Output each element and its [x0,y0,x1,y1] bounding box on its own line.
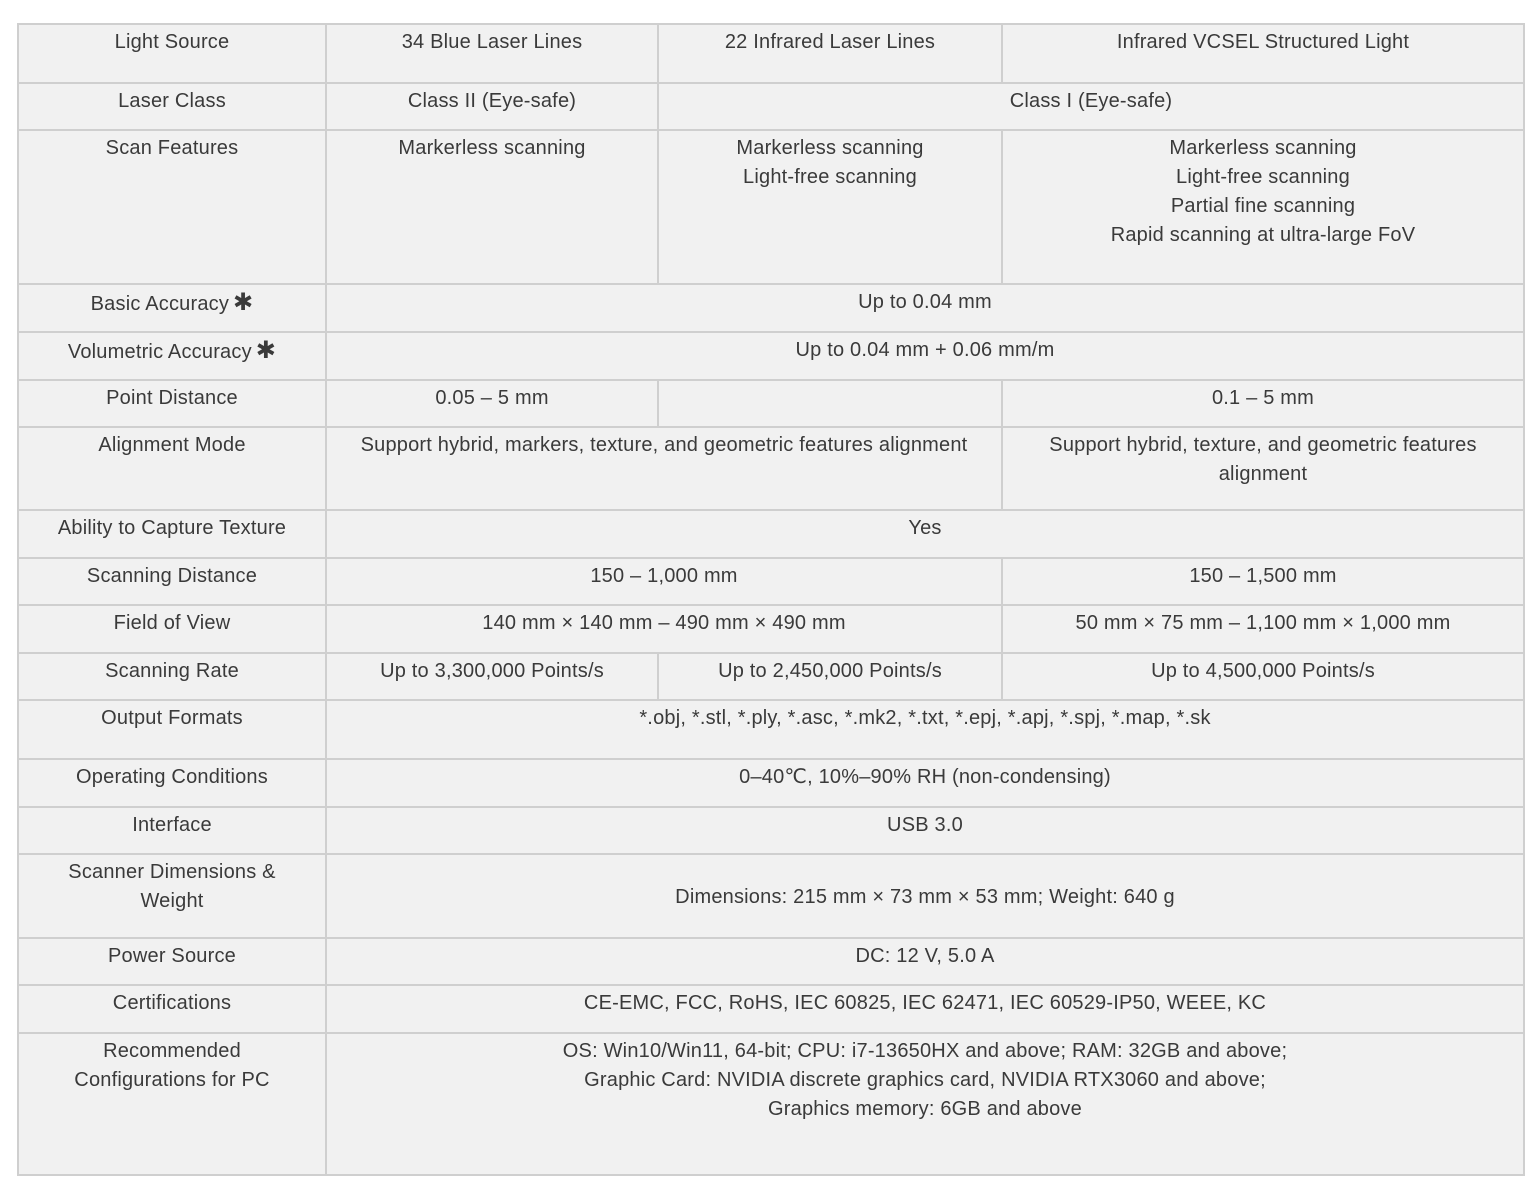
cell-value: Support hybrid, texture, and geometric features alignment [1002,427,1524,510]
row-label: Field of View [18,605,326,653]
spec-table [17,23,1525,1176]
cell-value: 0.05 – 5 mm [326,380,658,427]
row-label: Power Source [18,938,326,985]
cell-value: Up to 4,500,000 Points/s [1002,653,1524,700]
row-basic-accuracy [18,284,1524,332]
cell-value: 150 – 1,000 mm [326,558,1002,605]
cell-value: OS: Win10/Win11, 64-bit; CPU: i7-13650HX and above; RAM: 32GB and above; Graphic Card: NVIDIA discrete graphics card, NVIDIA RTX3060 and above; Graphics memory: 6GB and above [326,1033,1524,1175]
cell-value: Class I (Eye-safe) [658,83,1524,130]
row-label: Scan Features [18,130,326,284]
row-scanning-distance [18,558,1524,605]
cell-value: Class II (Eye-safe) [326,83,658,130]
cell-value: *.obj, *.stl, *.ply, *.asc, *.mk2, *.txt, *.epj, *.apj, *.spj, *.map, *.sk [326,700,1524,759]
row-label: Laser Class [18,83,326,130]
cell-value: DC: 12 V, 5.0 A [326,938,1524,985]
row-pc-config [18,1033,1524,1175]
row-label-text: Basic Accuracy [90,293,230,315]
cell-value: Up to 0.04 mm + 0.06 mm/m [326,332,1524,380]
cell-value: 140 mm × 140 mm – 490 mm × 490 mm [326,605,1002,653]
row-label: Certifications [18,985,326,1033]
row-output-formats [18,700,1524,759]
row-label: Recommended Configurations for PC [18,1033,326,1175]
row-label-text: Volumetric Accuracy [67,341,252,363]
row-label: Output Formats [18,700,326,759]
row-label: Interface [18,807,326,854]
row-power-source [18,938,1524,985]
cell-value: Markerless scanning Light-free scanning [658,130,1002,284]
row-label: Scanning Distance [18,558,326,605]
cell-value: 50 mm × 75 mm – 1,100 mm × 1,000 mm [1002,605,1524,653]
row-label: Scanning Rate [18,653,326,700]
row-label: Scanner Dimensions & Weight [18,854,326,938]
row-volumetric-accuracy [18,332,1524,380]
row-interface [18,807,1524,854]
row-label: Point Distance [18,380,326,427]
row-alignment-mode [18,427,1524,510]
row-laser-class [18,83,1524,130]
cell-value: Yes [326,510,1524,558]
row-operating-conditions [18,759,1524,807]
cell-value: Markerless scanning [326,130,658,284]
cell-value: USB 3.0 [326,807,1524,854]
row-label: Operating Conditions [18,759,326,807]
cell-value: 34 Blue Laser Lines [326,24,658,83]
cell-value: 22 Infrared Laser Lines [658,24,1002,83]
cell-value: Infrared VCSEL Structured Light [1002,24,1524,83]
row-texture [18,510,1524,558]
cell-value: Dimensions: 215 mm × 73 mm × 53 mm; Weight: 640 g [326,854,1524,938]
asterisk-icon: ✱ [255,337,277,364]
cell-value: Up to 0.04 mm [326,284,1524,332]
row-dimensions [18,854,1524,938]
row-light-source [18,24,1524,83]
asterisk-icon: ✱ [233,289,254,316]
cell-value: Up to 3,300,000 Points/s [326,653,658,700]
cell-value: 0–40℃, 10%–90% RH (non-condensing) [326,759,1524,807]
row-scanning-rate [18,653,1524,700]
cell-value [658,380,1002,427]
row-label [18,284,326,332]
cell-value: Up to 2,450,000 Points/s [658,653,1002,700]
row-scan-features [18,130,1524,284]
row-certifications [18,985,1524,1033]
cell-value: 0.1 – 5 mm [1002,380,1524,427]
cell-value: Support hybrid, markers, texture, and geometric features alignment [326,427,1002,510]
row-label [18,332,326,380]
cell-value: CE-EMC, FCC, RoHS, IEC 60825, IEC 62471, IEC 60529-IP50, WEEE, KC [326,985,1524,1033]
cell-value: 150 – 1,500 mm [1002,558,1524,605]
row-field-of-view [18,605,1524,653]
row-label: Light Source [18,24,326,83]
cell-value: Markerless scanning Light-free scanning Partial fine scanning Rapid scanning at ultra-large FoV [1002,130,1524,284]
row-label: Ability to Capture Texture [18,510,326,558]
row-point-distance [18,380,1524,427]
row-label: Alignment Mode [18,427,326,510]
